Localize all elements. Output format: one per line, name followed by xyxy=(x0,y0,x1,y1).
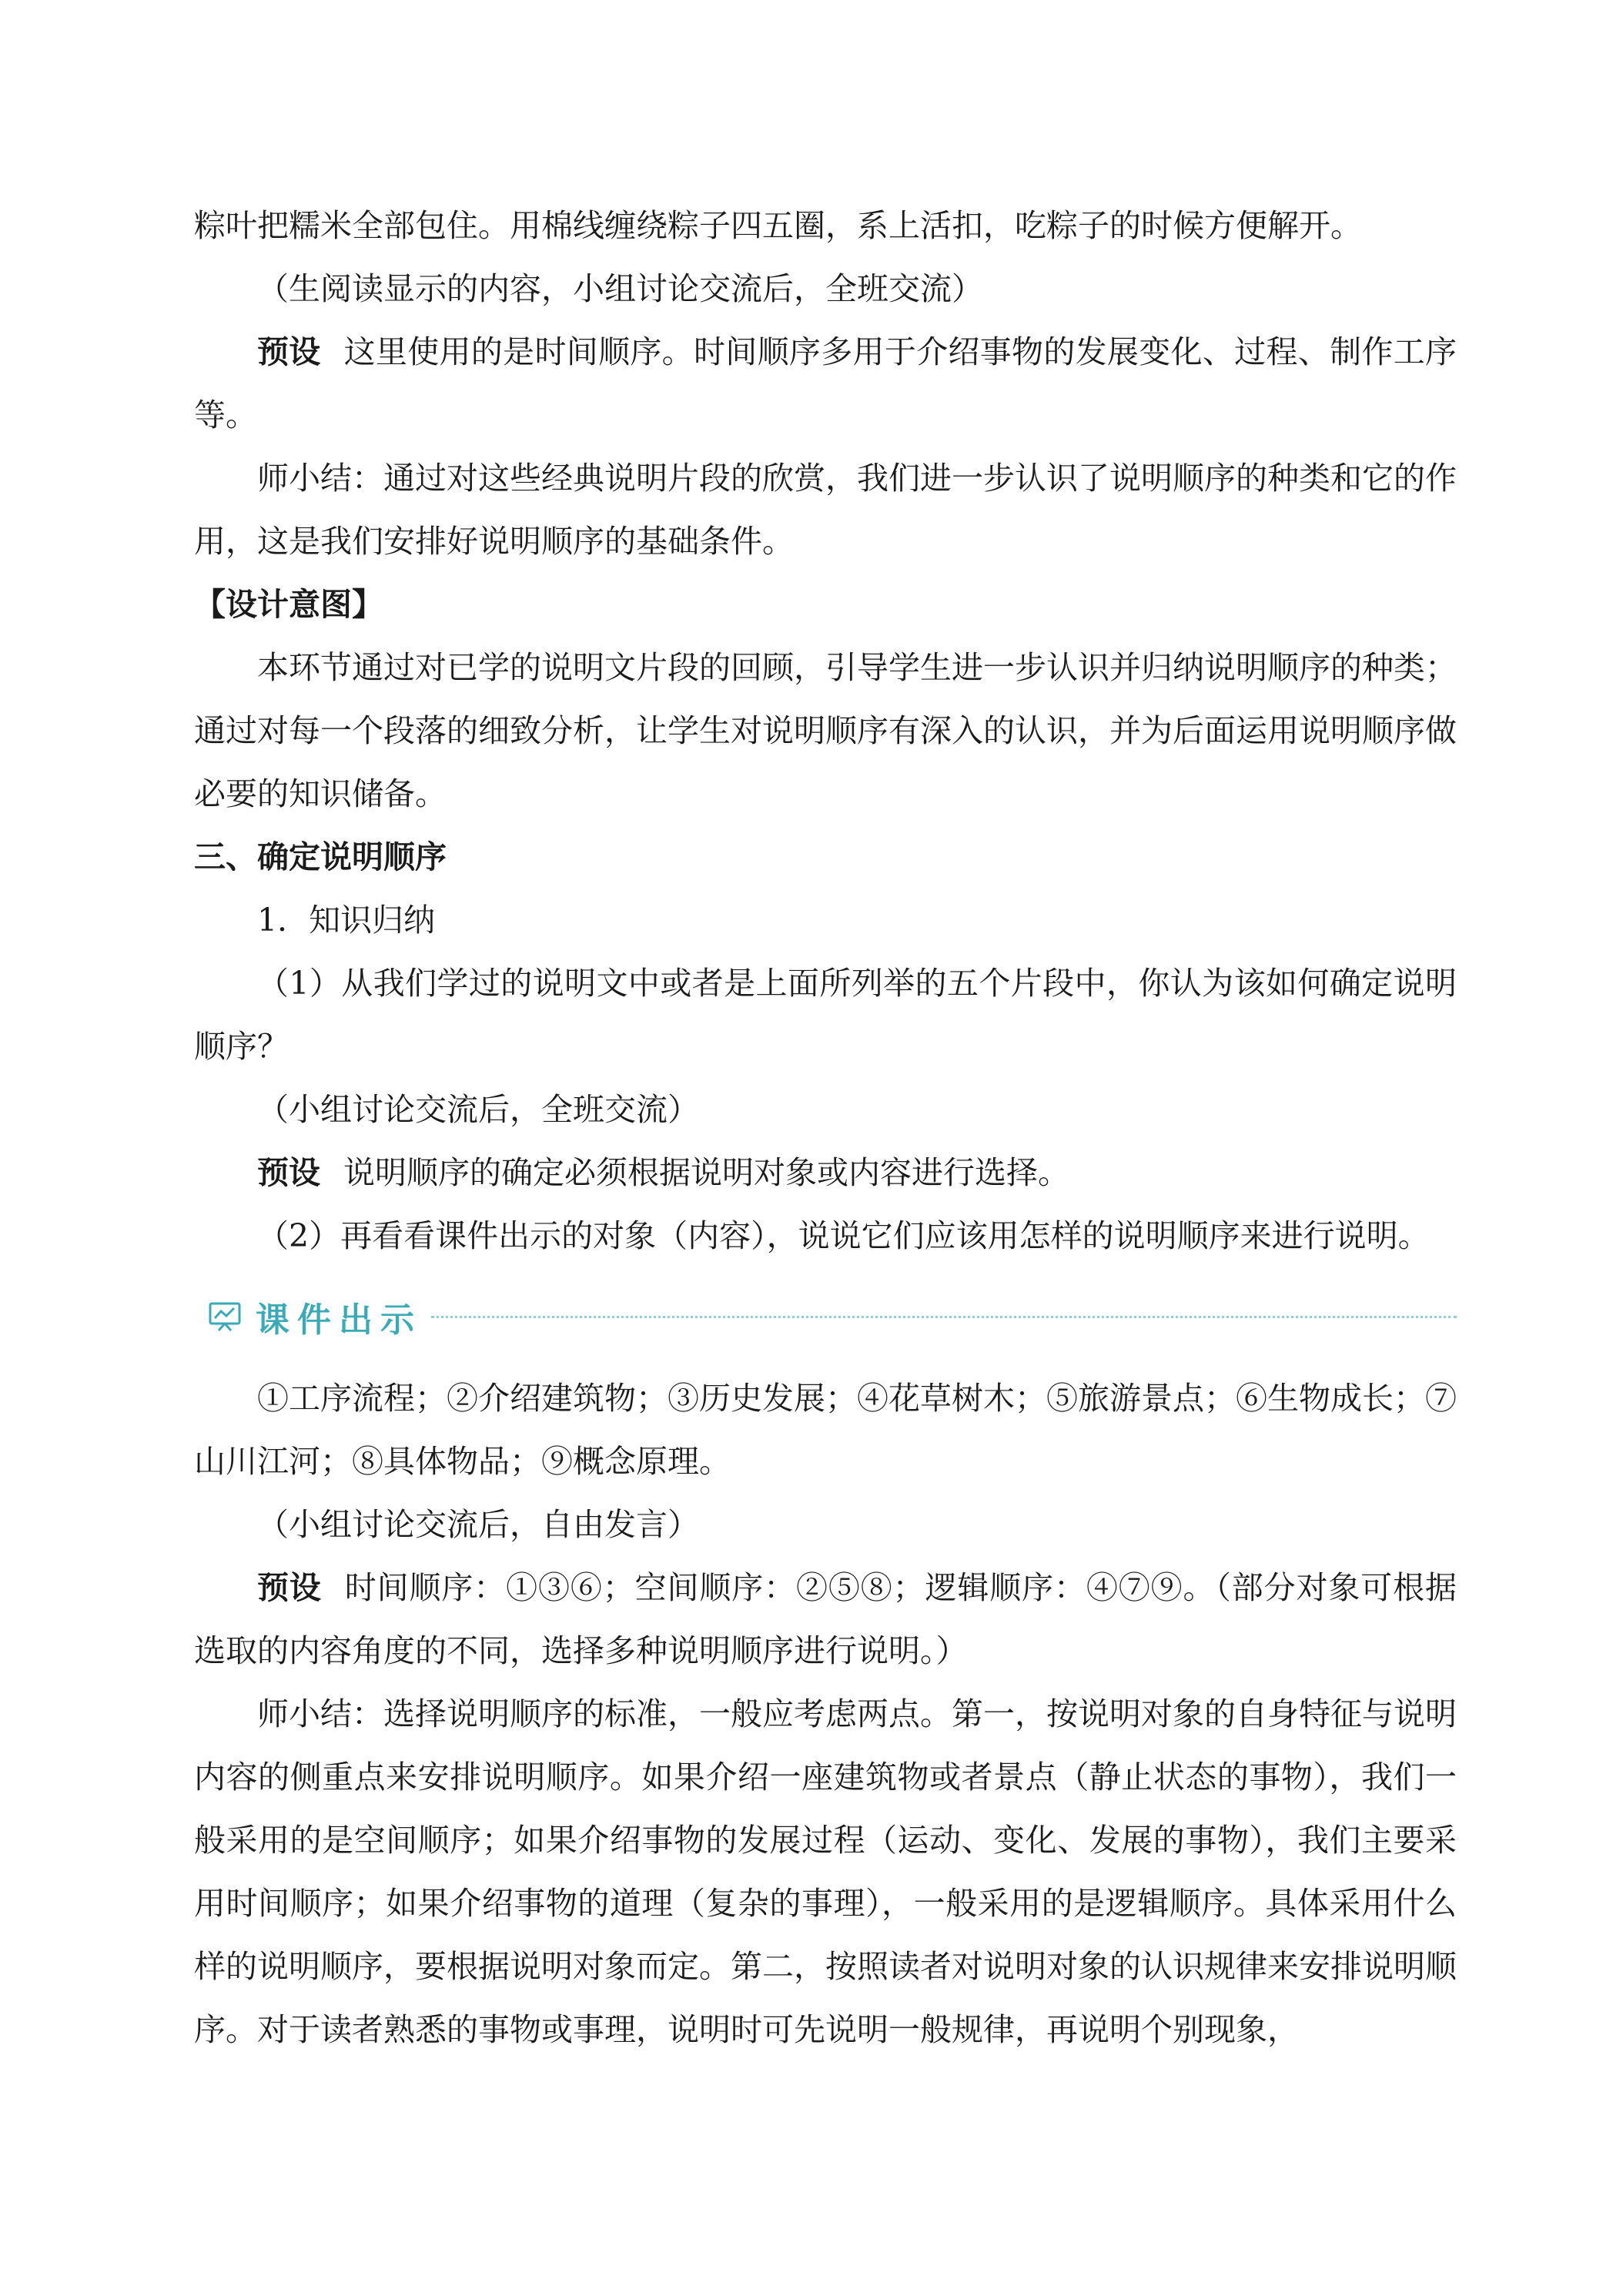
dotted-divider xyxy=(431,1316,1457,1318)
paragraph-6: 1．知识归纳 xyxy=(257,902,436,939)
paragraph-13 xyxy=(194,1556,1457,1682)
paragraph-8: （小组讨论交流后，全班交流） xyxy=(257,1091,699,1128)
paragraph-9-text: 说明顺序的确定必须根据说明对象或内容进行选择。 xyxy=(343,1154,1069,1191)
section-heading-design-intent: 【设计意图】 xyxy=(194,586,383,623)
preset-label: 预设 xyxy=(257,1154,320,1191)
paragraph-2: （生阅读显示的内容，小组讨论交流后，全班交流） xyxy=(257,270,983,307)
paragraph-1: 粽叶把糯米全部包住。用棉线缠绕粽子四五圈，系上活扣，吃粽子的时候方便解开。 xyxy=(194,207,1362,244)
paragraph-11: ①工序流程；②介绍建筑物；③历史发展；④花草树木；⑤旅游景点；⑥生物成长；⑦山川江河；⑧具体物品；⑨概念原理。 xyxy=(194,1380,1457,1480)
presentation-board-icon xyxy=(208,1301,242,1332)
preset-label: 预设 xyxy=(257,333,321,370)
paragraph-12: （小组讨论交流后，自由发言） xyxy=(257,1506,699,1543)
courseware-title: 课件出示 xyxy=(256,1300,422,1340)
courseware-banner xyxy=(208,1290,1457,1344)
paragraph-3 xyxy=(194,320,1457,447)
paragraph-13-text: 时间顺序：①③⑥；空间顺序：②⑤⑧；逻辑顺序：④⑦⑨。（部分对象可根据选取的内容角度的不同，选择多种说明顺序进行说明。） xyxy=(194,1569,1457,1669)
paragraph-4: 师小结：通过对这些经典说明片段的欣赏，我们进一步认识了说明顺序的种类和它的作用，这是我们安排好说明顺序的基础条件。 xyxy=(194,460,1457,560)
paragraph-10: （2）再看看课件出示的对象（内容），说说它们应该用怎样的说明顺序来进行说明。 xyxy=(257,1217,1430,1254)
preset-label: 预设 xyxy=(257,1569,322,1606)
paragraph-9 xyxy=(194,1141,1457,1204)
paragraph-5: 本环节通过对已学的说明文片段的回顾，引导学生进一步认识并归纳说明顺序的种类；通过对每一个段落的细致分析，让学生对说明顺序有深入的认识，并为后面运用说明顺序做必要的知识储备。 xyxy=(194,649,1457,812)
paragraph-7: （1）从我们学过的说明文中或者是上面所列举的五个片段中，你认为该如何确定说明顺序？ xyxy=(194,965,1457,1065)
paragraph-3-text: 这里使用的是时间顺序。时间顺序多用于介绍事物的发展变化、过程、制作工序等。 xyxy=(194,333,1457,433)
paragraph-14: 师小结：选择说明顺序的标准，一般应考虑两点。第一，按说明对象的自身特征与说明内容的侧重点来安排说明顺序。如果介绍一座建筑物或者景点（静止状态的事物），我们一般采用的是空间顺序；如果介绍事物的发展过程（运动、变化、发展的事物），我们主要采用时间顺序；如果介绍事物的道理（复杂的事理），一般采用的是逻辑顺序。具体采用什么样的说明顺序，要根据说明对象而定。第二，按照读者对说明对象的认识规律来安排说明顺序。对于读者熟悉的事物或事理，说明时可先说明一般规律，再说明个别现象， xyxy=(194,1695,1457,2048)
section-heading-3: 三、确定说明顺序 xyxy=(194,838,447,875)
